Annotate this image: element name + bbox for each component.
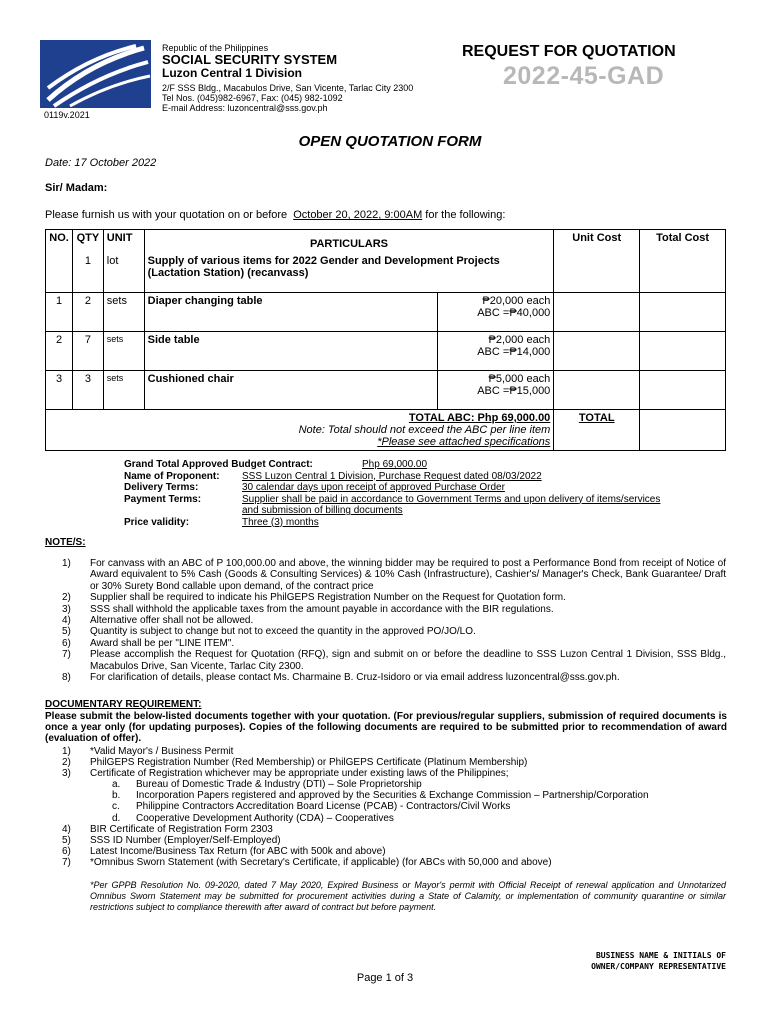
- item-qty: 7: [73, 332, 104, 371]
- note-text: Supplier shall be required to indicate his PhilGEPS Registration Number on the Request for Quotation form.: [90, 592, 566, 604]
- list-item: [62, 824, 726, 835]
- doc-subtext: Bureau of Domestic Trade & Industry (DTI) – Sole Proprietorship: [136, 779, 422, 791]
- list-subitem: [62, 790, 726, 801]
- validity-label: Price validity:: [124, 516, 190, 528]
- note-number: 5): [62, 626, 71, 638]
- proponent-value: SSS Luzon Central 1 Division, Purchase Request dated 08/03/2022: [242, 470, 542, 482]
- list-item: [62, 615, 726, 626]
- list-item: [62, 757, 726, 768]
- header-total-cost: Total Cost: [640, 230, 726, 293]
- list-item: [62, 604, 726, 615]
- agency-address: 2/F SSS Bldg., Macabulos Drive, San Vicente, Tarlac City 2300: [162, 83, 414, 93]
- item-name: Cushioned chair: [144, 371, 437, 410]
- lot-qty: 1: [73, 253, 104, 293]
- doc-number: 5): [62, 834, 71, 846]
- delivery-label: Delivery Terms:: [124, 482, 199, 493]
- doc-type: REQUEST FOR QUOTATION: [462, 43, 676, 60]
- specs-note: *Please see attached specifications: [377, 436, 551, 448]
- header-unit-cost: Unit Cost: [554, 230, 640, 293]
- note-number: 3): [62, 603, 71, 615]
- note-text: For clarification of details, please contact Ms. Charmaine B. Cruz-Isidoro or via email address luzoncentral@sss.gov.ph.: [90, 672, 620, 684]
- deadline: October 20, 2022, 9:00AM: [293, 209, 423, 221]
- doc-number: 2): [62, 757, 71, 769]
- items-table: [45, 229, 726, 451]
- item-qty: 2: [73, 293, 104, 332]
- total-label: TOTAL: [554, 410, 640, 451]
- note-text: SSS shall withhold the applicable taxes from the amount payable in accordance with the BIR regulations.: [90, 603, 554, 615]
- item-name: Diaper changing table: [144, 293, 437, 332]
- list-subitem: [62, 813, 726, 824]
- furnish-before: Please furnish us with your quotation on or before: [45, 209, 291, 221]
- proponent-label: Name of Proponent:: [124, 470, 220, 482]
- doc-text: PhilGEPS Registration Number (Red Membership) or PhilGEPS Certificate (Platinum Membership): [90, 757, 528, 769]
- item-unit: sets: [103, 293, 144, 332]
- item-price-each: ₱20,000 each: [482, 295, 551, 307]
- list-item: [62, 558, 726, 592]
- item-price: [437, 332, 553, 371]
- item-price-each: ₱2,000 each: [488, 334, 551, 346]
- date-line: Date: 17 October 2022: [45, 157, 157, 169]
- doc-number: 1): [62, 746, 71, 757]
- documentary-heading: DOCUMENTARY REQUIREMENT:: [45, 699, 202, 710]
- table-row: [46, 332, 726, 371]
- doc-number: 3): [62, 768, 71, 780]
- item-price-each: ₱5,000 each: [488, 373, 551, 385]
- notes-list: [62, 558, 726, 683]
- signature-line-2: OWNER/COMPANY REPRESENTATIVE: [591, 962, 726, 971]
- header-particulars: PARTICULARS: [144, 230, 554, 253]
- table-row: [46, 371, 726, 410]
- doc-text: SSS ID Number (Employer/Self-Employed): [90, 834, 281, 846]
- item-name: Side table: [144, 332, 437, 371]
- delivery-value: 30 calendar days upon receipt of approved Purchase Order: [242, 482, 505, 493]
- list-item: [62, 857, 726, 868]
- note-number: 6): [62, 637, 71, 649]
- summary-block: [124, 459, 660, 528]
- furnish-after: for the following:: [422, 209, 506, 221]
- item-no: 2: [46, 332, 73, 371]
- list-subitem: [62, 779, 726, 790]
- doc-text: *Omnibus Sworn Statement (with Secretary's Certificate, if applicable) (for ABCs with 50,000 and above): [90, 856, 552, 868]
- note-text: Alternative offer shall not be allowed.: [90, 615, 254, 627]
- rfq-number: 2022-45-GAD: [503, 62, 665, 90]
- page-number: Page 1 of 3: [356, 972, 414, 984]
- doc-text: Latest Income/Business Tax Return (for ABC with 500k and above): [90, 845, 386, 857]
- note-number: 4): [62, 615, 71, 627]
- salutation: Sir/ Madam:: [45, 182, 108, 194]
- agency-tel: Tel Nos. (045)982-6967, Fax: (045) 982-1092: [162, 93, 343, 103]
- item-no: 3: [46, 371, 73, 410]
- list-item: [62, 768, 726, 779]
- note-number: 1): [62, 558, 71, 569]
- item-abc: ABC =₱14,000: [477, 346, 551, 358]
- documentary-intro: Please submit the below-listed documents together with your quotation. (For previous/regular suppliers, submission of required documents is once a year only (for updating purposes). Copies of the following documents are required to be submitted prior to recommendation of award (evaluation of offer).: [45, 711, 727, 744]
- header-unit: UNIT: [103, 230, 144, 253]
- item-abc: ABC =₱15,000: [477, 385, 551, 397]
- signature-line-1: BUSINESS NAME & INITIALS OF: [595, 951, 726, 960]
- item-unit: sets: [103, 332, 144, 371]
- item-no: 1: [46, 293, 73, 332]
- footnote: *Per GPPB Resolution No. 09-2020, dated 7 May 2020, Expired Business or Mayor's permit with Official Receipt of renewal application and Unnotarized Omnibus Sworn Statement may be submitted for procurement activities during a State of Calamity, or implementation of community quarantine or similar restrictions subject to compliance therewith after award of contract but before payment.: [90, 880, 726, 912]
- doc-subnumber: c.: [112, 801, 120, 813]
- doc-subnumber: b.: [112, 790, 121, 802]
- list-item: [62, 592, 726, 603]
- header-no: NO.: [46, 230, 73, 253]
- abc-value: Php 69,000.00: [362, 459, 428, 470]
- doc-subnumber: d.: [112, 812, 121, 824]
- item-abc: ABC =₱40,000: [477, 307, 551, 319]
- agency-email: E-mail Address: luzoncentral@sss.gov.ph: [162, 103, 328, 113]
- doc-number: 6): [62, 845, 71, 857]
- total-row: [46, 410, 726, 451]
- total-value: [640, 410, 726, 451]
- doc-subnumber: a.: [112, 779, 121, 791]
- validity-value: Three (3) months: [242, 516, 319, 528]
- list-item: [62, 672, 726, 683]
- table-row: [46, 293, 726, 332]
- doc-subtext: Philippine Contractors Accreditation Board License (PCAB) - Contractors/Civil Works: [136, 801, 511, 813]
- note-text: Please accomplish the Request for Quotation (RFQ), sign and submit on or before the deadline to SSS Luzon Central 1 Division, SSS Bldg., Macabulos Drive, San Vicente, Tarlac City 2300.: [90, 649, 726, 672]
- list-item: [62, 649, 726, 672]
- abc-label: Grand Total Approved Budget Contract:: [124, 459, 313, 470]
- agency-name: SOCIAL SECURITY SYSTEM: [162, 52, 338, 67]
- lot-description: Supply of various items for 2022 Gender and Development Projects (Lactation Station) (recanvass): [144, 253, 554, 293]
- list-item: [62, 835, 726, 846]
- list-item: [62, 626, 726, 637]
- doc-text: Certificate of Registration whichever may be appropriate under existing laws of the Philippines;: [90, 768, 509, 780]
- list-item: [62, 746, 726, 757]
- table-header-row: [46, 230, 726, 253]
- doc-number: 4): [62, 823, 71, 835]
- agency-block: [162, 44, 413, 113]
- doc-subtext: Incorporation Papers registered and approved by the Securities & Exchange Commission – Partnership/Corporation: [136, 790, 649, 802]
- total-note: Note: Total should not exceed the ABC per line item: [298, 424, 551, 436]
- list-item: [62, 638, 726, 649]
- doc-number: 7): [62, 856, 71, 868]
- payment-value: Supplier shall be paid in accordance to Government Terms and upon delivery of items/services: [242, 493, 661, 505]
- note-text: For canvass with an ABC of P 100,000.00 and above, the winning bidder may be required to post a Performance Bond from receipt of Notice of Award equivalent to 5% Cash (Goods & Consulting Services) & 10% Cash (Infrastructure), Cashier's/ Manager's Check, Bank Guarantee/ Draft or 30% Surety Bond callable upon demand, of the contract price: [90, 558, 726, 592]
- header-qty: QTY: [73, 230, 104, 253]
- furnish-line: [45, 209, 505, 221]
- form-number: 0119v.2021: [44, 110, 90, 120]
- list-item: [62, 846, 726, 857]
- republic-line: Republic of the Philippines: [162, 43, 269, 53]
- item-price: [437, 371, 553, 410]
- list-subitem: [62, 801, 726, 812]
- sss-logo: [40, 40, 151, 108]
- division-name: Luzon Central 1 Division: [162, 66, 303, 80]
- signature-block: [480, 950, 726, 972]
- item-qty: 3: [73, 371, 104, 410]
- note-number: 7): [62, 649, 71, 661]
- doc-text: *Valid Mayor's / Business Permit: [90, 746, 234, 757]
- notes-heading: NOTE/S:: [45, 537, 86, 548]
- note-number: 2): [62, 592, 71, 604]
- note-text: Quantity is subject to change but not to exceed the quantity in the approved PO/JO/LO.: [90, 626, 476, 638]
- lot-unit: lot: [103, 253, 144, 293]
- note-number: 8): [62, 672, 71, 684]
- doc-subtext: Cooperative Development Authority (CDA) – Cooperatives: [136, 812, 394, 824]
- payment-label: Payment Terms:: [124, 493, 202, 505]
- page-title: OPEN QUOTATION FORM: [298, 133, 482, 150]
- total-abc: TOTAL ABC: Php 69,000.00: [408, 412, 551, 424]
- item-unit: sets: [103, 371, 144, 410]
- doc-text: BIR Certificate of Registration Form 2303: [90, 823, 273, 835]
- item-price: [437, 293, 553, 332]
- note-text: Award shall be per "LINE ITEM".: [90, 637, 235, 649]
- total-abc-cell: [46, 410, 554, 451]
- payment-value-2: and submission of billing documents: [242, 505, 403, 516]
- documentary-list: [62, 746, 726, 868]
